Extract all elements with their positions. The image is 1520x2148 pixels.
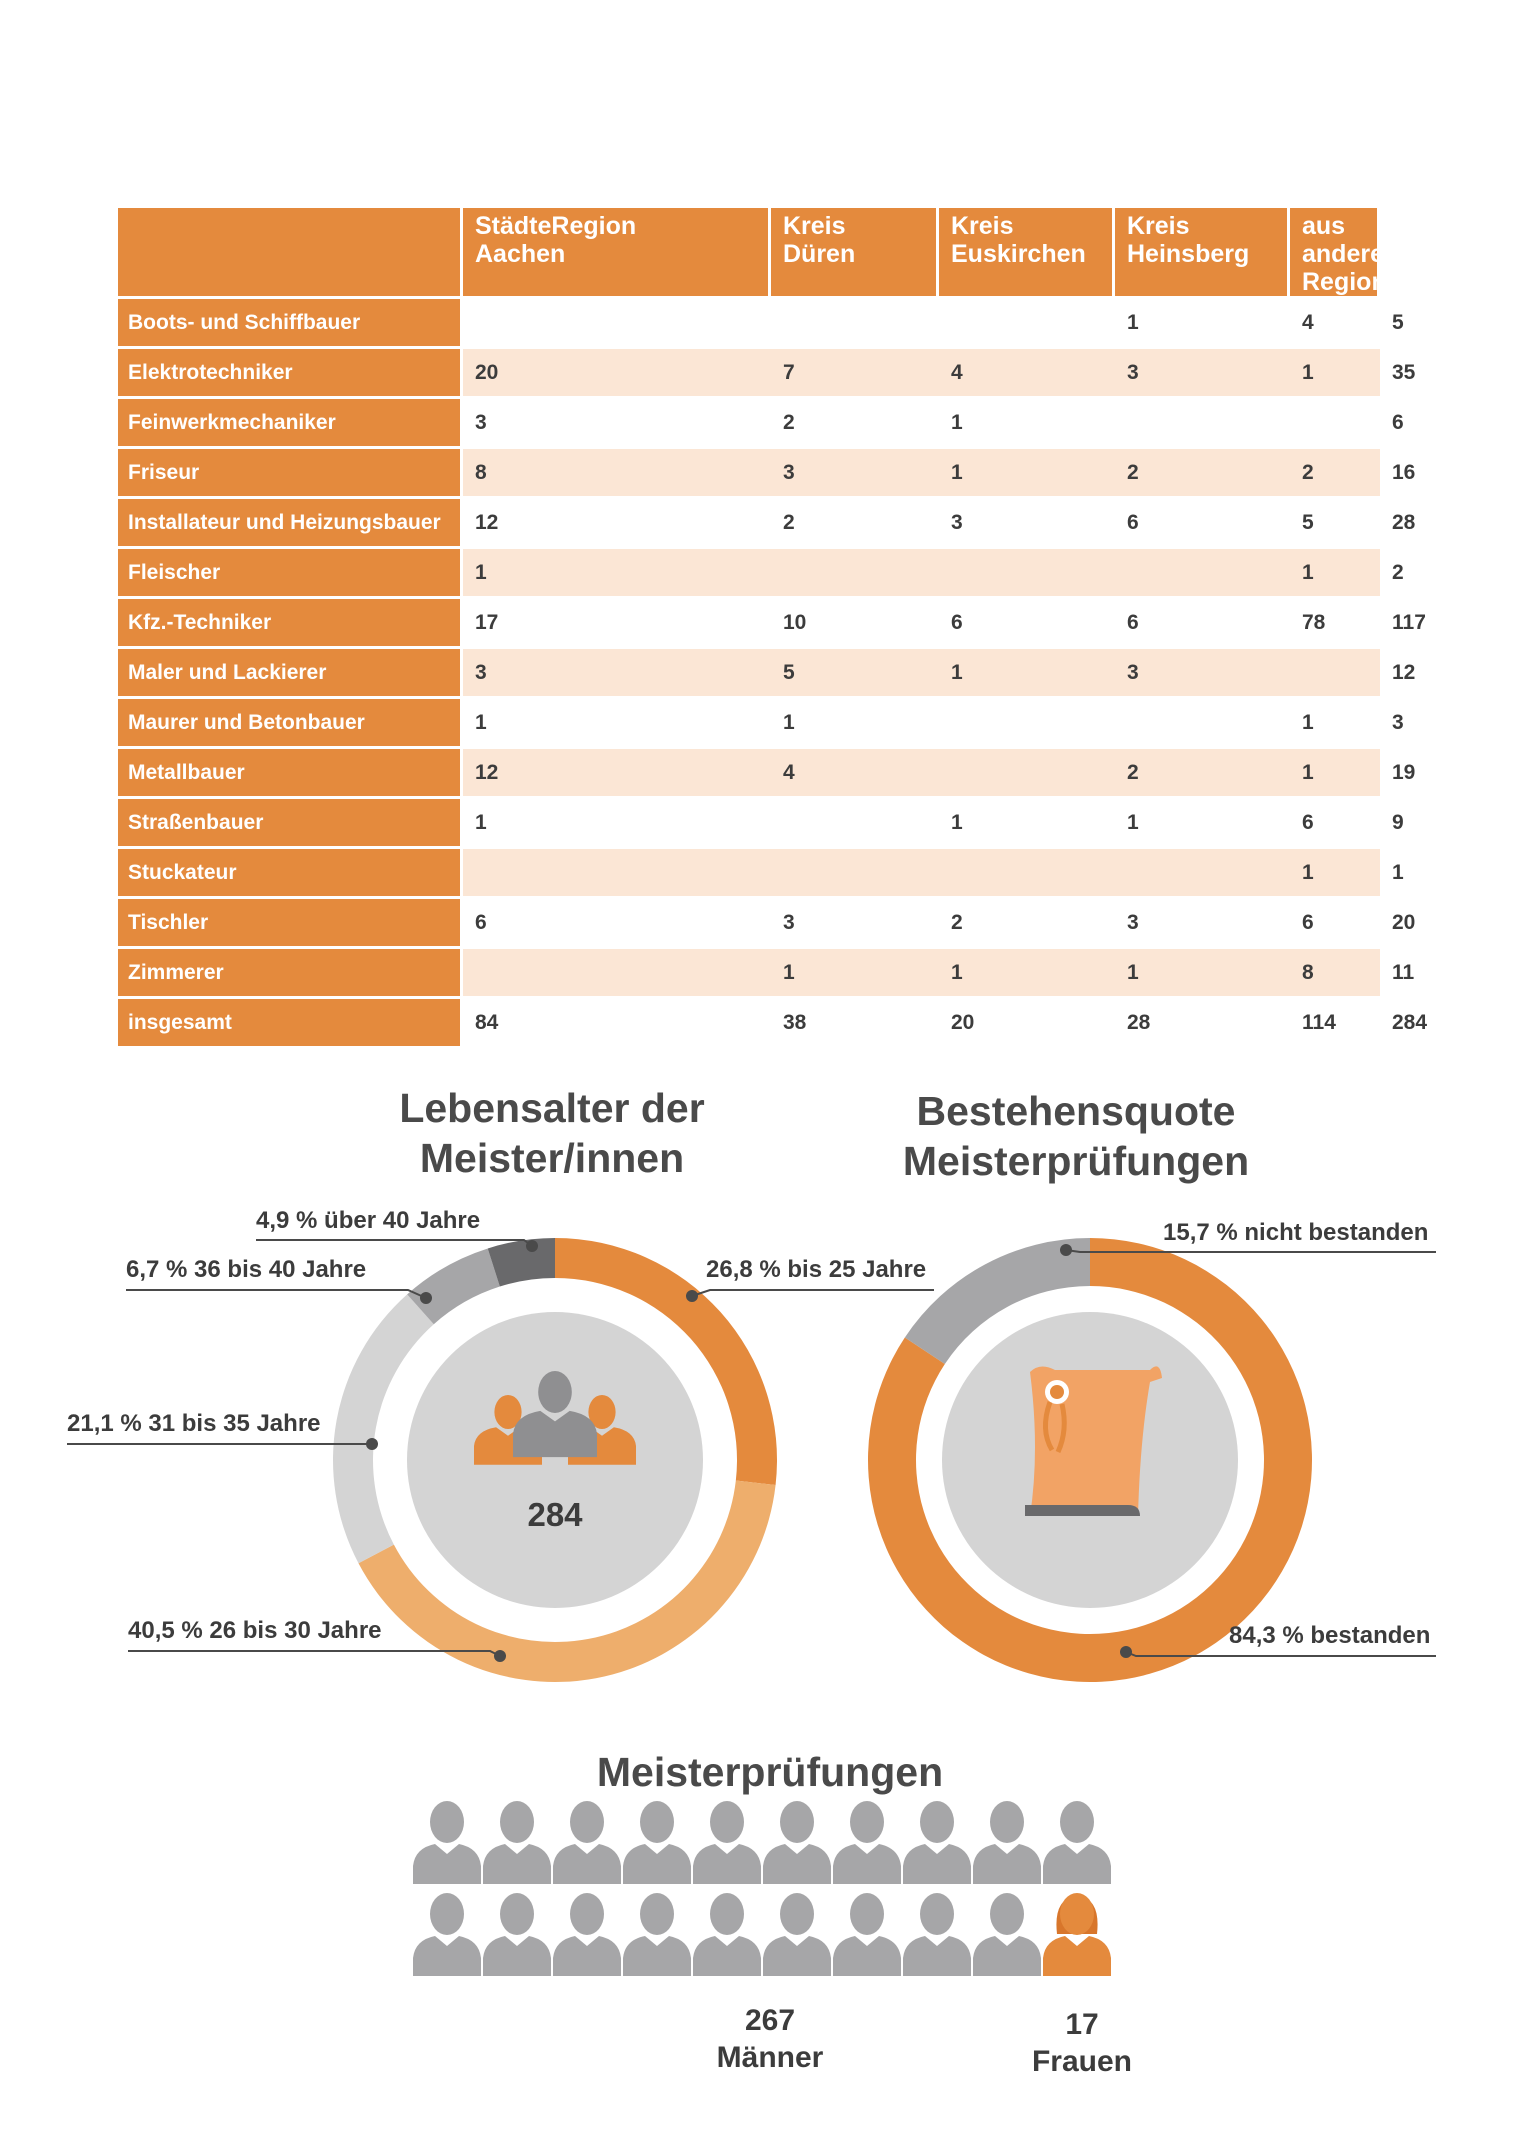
body — [903, 1844, 971, 1884]
table-cell: 1 — [939, 649, 1115, 699]
table-row: Fleischer 1 1 2 — [118, 549, 1380, 599]
table-cell: 17 — [463, 599, 771, 649]
column-header-line: Regionen — [1302, 268, 1416, 296]
leader-bestanden-dot — [1120, 1646, 1132, 1658]
leader-over-40-dot — [526, 1240, 538, 1252]
age-center-circle — [407, 1312, 703, 1608]
table-row: Kfz.-Techniker 17 10 6 6 78 117 — [118, 599, 1380, 649]
head — [920, 1801, 954, 1843]
table-cell: 12 — [463, 749, 771, 799]
person-male-icon — [413, 1801, 481, 1884]
head — [570, 1801, 604, 1843]
column-header-line: Heinsberg — [1127, 240, 1250, 268]
slice-over-40 — [488, 1238, 555, 1287]
body — [623, 1936, 691, 1976]
body — [973, 1844, 1041, 1884]
leader-36-40 — [126, 1290, 426, 1298]
table-row: Feinwerkmechaniker 3 2 1 6 — [118, 399, 1380, 449]
men-count: 267 — [744, 2004, 796, 2037]
head — [640, 1893, 674, 1935]
table-cell: 3 — [771, 449, 939, 499]
table-cell: 3 — [771, 899, 939, 949]
column-header-line: Kreis — [1127, 212, 1190, 240]
women-label: Frauen — [1031, 2045, 1133, 2078]
person-male-icon — [903, 1801, 971, 1884]
row-label: Elektrotechniker — [118, 349, 463, 399]
body — [413, 1844, 481, 1884]
person-male-icon — [553, 1893, 621, 1976]
age-center-disc — [407, 1312, 703, 1608]
table-cell: 6 — [939, 599, 1115, 649]
table-cell: 78 — [1290, 599, 1380, 649]
label-over-40: 4,9 % über 40 Jahre — [256, 1207, 481, 1234]
body — [483, 1844, 551, 1884]
body — [763, 1844, 831, 1884]
leader-26-30 — [128, 1651, 500, 1656]
table-cell: 1 — [939, 949, 1115, 999]
table-cell: 1 — [1115, 799, 1290, 849]
head — [850, 1801, 884, 1843]
scroll-base — [1025, 1505, 1140, 1516]
leader-over-40 — [256, 1240, 532, 1246]
column-header-line: Kreis — [783, 212, 846, 240]
row-label: Installateur und Heizungsbauer — [118, 499, 463, 549]
table-row: Elektrotechniker 20 7 4 3 1 35 — [118, 349, 1380, 399]
body — [833, 1936, 901, 1976]
men-label: Männer — [716, 2041, 824, 2074]
table-row: Maurer und Betonbauer 1 1 1 3 — [118, 699, 1380, 749]
table-cell: 114 — [1290, 999, 1380, 1049]
pass-title-line2: Meisterprüfungen — [902, 1138, 1250, 1184]
table-cell: 2 — [771, 399, 939, 449]
row-label: Kfz.-Techniker — [118, 599, 463, 649]
body — [623, 1844, 691, 1884]
head — [1060, 1801, 1094, 1843]
person-male-icon — [693, 1801, 761, 1884]
table-cell: 20 — [939, 999, 1115, 1049]
age-center-value: 284 — [527, 1496, 583, 1533]
table-cell: 20 — [463, 349, 771, 399]
body — [903, 1936, 971, 1976]
table-cell: 1 — [463, 699, 771, 749]
row-label: insgesamt — [118, 999, 463, 1049]
table-header-row: StädteRegion Aachen Kreis Düren Kreis Euskirchen Kreis Heinsberg aus anderen Regionen insge- samt — [118, 208, 1380, 299]
table-cell: 8 — [1290, 949, 1380, 999]
head — [500, 1893, 534, 1935]
leader-bis-25 — [692, 1290, 934, 1296]
table-row: Zimmerer 1 1 1 8 11 — [118, 949, 1380, 999]
leader-36-40-dot — [420, 1292, 432, 1304]
table-cell: 3 — [939, 499, 1115, 549]
body — [973, 1936, 1041, 1976]
table-cell: 38 — [771, 999, 939, 1049]
leader-bis-25-dot — [686, 1290, 698, 1302]
row-label: Stuckateur — [118, 849, 463, 899]
person-female-icon — [1043, 1893, 1111, 1976]
head — [850, 1893, 884, 1935]
row-label: Feinwerkmechaniker — [118, 399, 463, 449]
column-header-line: Düren — [783, 240, 856, 268]
table-cell: 1 — [1290, 749, 1380, 799]
head — [570, 1893, 604, 1935]
row-label: Boots- und Schiffbauer — [118, 299, 463, 349]
table-cell: 1 — [771, 949, 939, 999]
person-male-icon — [483, 1893, 551, 1976]
row-label: Friseur — [118, 449, 463, 499]
body — [693, 1844, 761, 1884]
scroll-seal-inner — [1050, 1385, 1064, 1399]
table-cell: 2 — [1115, 449, 1290, 499]
table-row: Installateur und Heizungsbauer 12 2 3 6 5 28 — [118, 499, 1380, 549]
person-male-icon — [763, 1893, 831, 1976]
label-bestanden: 84,3 % bestanden — [1229, 1622, 1431, 1649]
body — [833, 1844, 901, 1884]
table-cell: 10 — [771, 599, 939, 649]
person-male-icon — [623, 1801, 691, 1884]
head — [990, 1801, 1024, 1843]
table-cell: 6 — [1290, 899, 1380, 949]
column-header-line: Kreis — [951, 212, 1014, 240]
person-male-icon — [973, 1893, 1041, 1976]
row-label: Maurer und Betonbauer — [118, 699, 463, 749]
leader-nicht-bestanden-dot — [1060, 1244, 1072, 1256]
table-cell: 1 — [1290, 349, 1380, 399]
table-cell: 4 — [1290, 299, 1380, 349]
pass-title-line1: Bestehensquote — [916, 1088, 1236, 1134]
leader-26-30-dot — [494, 1650, 506, 1662]
column-header-line: aus anderen — [1302, 212, 1400, 268]
label-26-30: 40,5 % 26 bis 30 Jahre — [128, 1617, 382, 1644]
table-cell: 2 — [1115, 749, 1290, 799]
table-cell: 4 — [771, 749, 939, 799]
table-cell: 1 — [939, 449, 1115, 499]
body — [553, 1844, 621, 1884]
column-header-line: Aachen — [475, 240, 566, 268]
person-male-icon — [833, 1893, 901, 1976]
row-label: Fleischer — [118, 549, 463, 599]
row-label: Straßenbauer — [118, 799, 463, 849]
body — [763, 1936, 831, 1976]
table-cell: 7 — [771, 349, 939, 399]
table-cell: 3 — [1115, 899, 1290, 949]
body — [1043, 1936, 1111, 1976]
table-row: Friseur 8 3 1 2 2 16 — [118, 449, 1380, 499]
table-cell: 1 — [1290, 849, 1380, 899]
table-cell: 28 — [1115, 999, 1290, 1049]
table-cell: 4 — [939, 349, 1115, 399]
table-cell: 6 — [1115, 599, 1290, 649]
table-cell: 1 — [463, 799, 771, 849]
head — [780, 1893, 814, 1935]
head — [430, 1801, 464, 1843]
table-cell: 5 — [1290, 499, 1380, 549]
head — [990, 1893, 1024, 1935]
table-cell: 8 — [463, 449, 771, 499]
table-cell: 1 — [1290, 549, 1380, 599]
person-male-icon — [413, 1893, 481, 1976]
table-cell: 1 — [771, 699, 939, 749]
table-cell: 6 — [463, 899, 771, 949]
table-cell: 1 — [1290, 699, 1380, 749]
row-label: Tischler — [118, 899, 463, 949]
table-cell: 2 — [939, 899, 1115, 949]
row-label: Maler und Lackierer — [118, 649, 463, 699]
body — [483, 1936, 551, 1976]
body — [413, 1936, 481, 1976]
row-label: Metallbauer — [118, 749, 463, 799]
table-row: Tischler 6 3 2 3 6 20 — [118, 899, 1380, 949]
age-title-line1: Lebensalter der — [399, 1085, 705, 1131]
table-cell: 3 — [463, 399, 771, 449]
person-male-icon — [973, 1801, 1041, 1884]
person-male-icon — [483, 1801, 551, 1884]
table-cell: 3 — [463, 649, 771, 699]
age-title-line2: Meister/innen — [419, 1135, 685, 1181]
body — [553, 1936, 621, 1976]
table-cell: 6 — [1115, 499, 1290, 549]
table-row: Maler und Lackierer 3 5 1 3 12 — [118, 649, 1380, 699]
label-31-35: 21,1 % 31 bis 35 Jahre — [67, 1410, 321, 1437]
table-cell: 1 — [1115, 949, 1290, 999]
head — [640, 1801, 674, 1843]
person-male-icon — [623, 1893, 691, 1976]
person-male-icon — [903, 1893, 971, 1976]
head — [430, 1893, 464, 1935]
head — [710, 1801, 744, 1843]
table-cell: 3 — [1115, 649, 1290, 699]
table-row: Metallbauer 12 4 2 1 19 — [118, 749, 1380, 799]
women-count: 17 — [1065, 2008, 1099, 2041]
table-row: Boots- und Schiffbauer 1 4 5 — [118, 299, 1380, 349]
column-header-line: StädteRegion — [475, 212, 637, 240]
leader-31-35-dot — [366, 1438, 378, 1450]
row-label: Zimmerer — [118, 949, 463, 999]
column-header-line: Euskirchen — [951, 240, 1086, 268]
head — [920, 1893, 954, 1935]
person-male-icon — [693, 1893, 761, 1976]
body — [1043, 1844, 1111, 1884]
table-cell: 3 — [1115, 349, 1290, 399]
table-row: insgesamt 84 38 20 28 114 284 — [118, 999, 1380, 1049]
person-male-icon — [833, 1801, 901, 1884]
table-row: Stuckateur 1 1 — [118, 849, 1380, 899]
person-center-head — [538, 1371, 572, 1413]
head — [710, 1893, 744, 1935]
table-cell: 2 — [1290, 449, 1380, 499]
person-male-icon — [763, 1801, 831, 1884]
label-36-40: 6,7 % 36 bis 40 Jahre — [126, 1256, 367, 1283]
table-row: Straßenbauer 1 1 1 6 9 — [118, 799, 1380, 849]
table-cell: 1 — [939, 399, 1115, 449]
person-male-icon — [553, 1801, 621, 1884]
pass-center-disc — [942, 1312, 1238, 1608]
gender-title: Meisterprüfungen — [596, 1749, 944, 1795]
body — [693, 1936, 761, 1976]
label-nicht-bestanden: 15,7 % nicht bestanden — [1163, 1219, 1429, 1246]
table-cell: 1 — [1115, 299, 1290, 349]
table-cell: 2 — [771, 499, 939, 549]
head — [780, 1801, 814, 1843]
table-cell: 1 — [463, 549, 771, 599]
people-pictogram — [413, 1801, 1111, 1976]
table-cell: 84 — [463, 999, 771, 1049]
table-cell: 1 — [939, 799, 1115, 849]
head — [1060, 1893, 1094, 1935]
person-male-icon — [1043, 1801, 1111, 1884]
head — [500, 1801, 534, 1843]
table-cell: 6 — [1290, 799, 1380, 849]
label-bis-25: 26,8 % bis 25 Jahre — [706, 1256, 927, 1283]
table-cell: 5 — [771, 649, 939, 699]
table-cell: 12 — [463, 499, 771, 549]
